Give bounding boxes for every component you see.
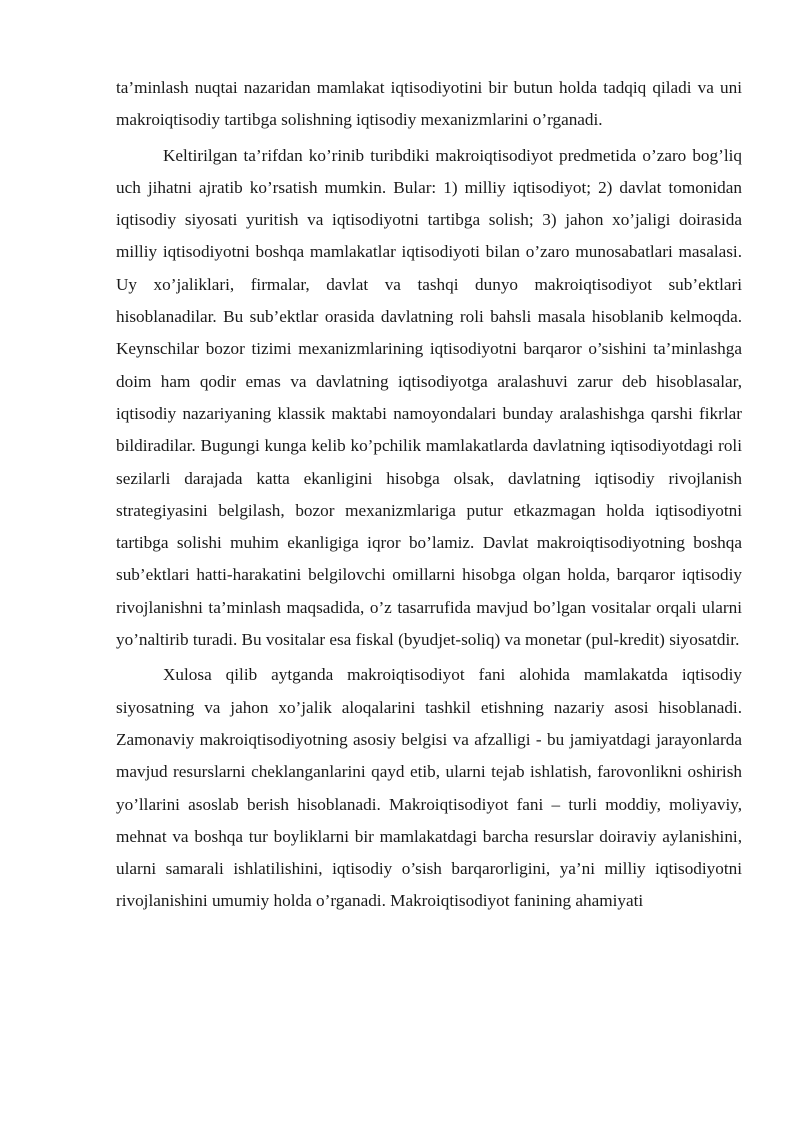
paragraph-continuation: ta’minlash nuqtai nazaridan mamlakat iqtisodiyotini bir butun holda tadqiq qiladi va uni makroiqtisodiy tartibga solishning iqtisodiy mexanizmlarini o’rganadi. [116, 78, 742, 130]
paragraph-conclusion: Xulosa qilib aytganda makroiqtisodiyot fani alohida mamlakatda iqtisodiy siyosatning va jahon xo’jalik aloqalarini tashkil etishning nazariy asosi hisoblanadi. Zamonaviy makroiqtisodiyotning asosiy belgisi va afzalligi - bu jamiyatdagi jarayonlarda mavjud resurslarni cheklanganlarini qayd etib, ularni tejab ishlatish, farovonlikni oshirish yo’llarini asoslab berish hisoblanadi. Makroiqtisodiyot fani – turli moddiy, moliyaviy, mehnat va boshqa tur boyliklarni bir mamlakatdagi barcha resurslar doiraviy aylanishini, ularni samarali ishlatilishini, iqtisodiy o’sish barqarorligini, ya’ni milliy iqtisodiyotni rivojlanishini umumiy holda o’rganadi. Makroiqtisodiyot fanining ahamiyati [116, 665, 742, 911]
document-body [116, 72, 742, 918]
paragraph-subjects: Keltirilgan ta’rifdan ko’rinib turibdiki makroiqtisodiyot predmetida o’zaro bog’liq uch jihatni ajratib ko’rsatish mumkin. Bular: 1) milliy iqtisodiyot; 2) davlat tomonidan iqtisodiy siyosati yuritish va iqtisodiyotni tartibga solish; 3) jahon xo’jaligi doirasida milliy iqtisodiyotni boshqa mamlakatlar iqtisodiyoti bilan o’zaro munosabatlari masalasi. Uy xo’jaliklari, firmalar, davlat va tashqi dunyo makroiqtisodiyot sub’ektlari hisoblanadilar. Bu sub’ektlar orasida davlatning roli bahsli masala hisoblanib kelmoqda. Keynschilar bozor tizimi mexanizmlarining iqtisodiyotni barqaror o’sishini ta’minlashga doim ham qodir emas va davlatning iqtisodiyotga aralashuvi zarur deb hisoblasalar, iqtisodiy nazariyaning klassik maktabi namoyondalari bunday aralashishga qarshi fikrlar bildiradilar. Bugungi kunga kelib ko’pchilik mamlakatlarda davlatning iqtisodiyotdagi roli sezilarli darajada katta ekanligini hisobga olsak, davlatning iqtisodiy rivojlanish strategiyasini belgilash, bozor mexanizmlariga putur etkazmagan holda iqtisodiyotni tartibga solishi muhim ekanligiga iqror bo’lamiz. Davlat makroiqtisodiyotning boshqa sub’ektlari hatti-harakatini belgilovchi omillarni hisobga olgan holda, barqaror iqtisodiy rivojlanishni ta’minlash maqsadida, o’z tasarrufida mavjud bo’lgan vositalar orqali ularni yo’naltirib turadi. Bu vositalar esa fiskal (byudjet-soliq) va monetar (pul-kredit) siyosatdir. [116, 145, 742, 650]
